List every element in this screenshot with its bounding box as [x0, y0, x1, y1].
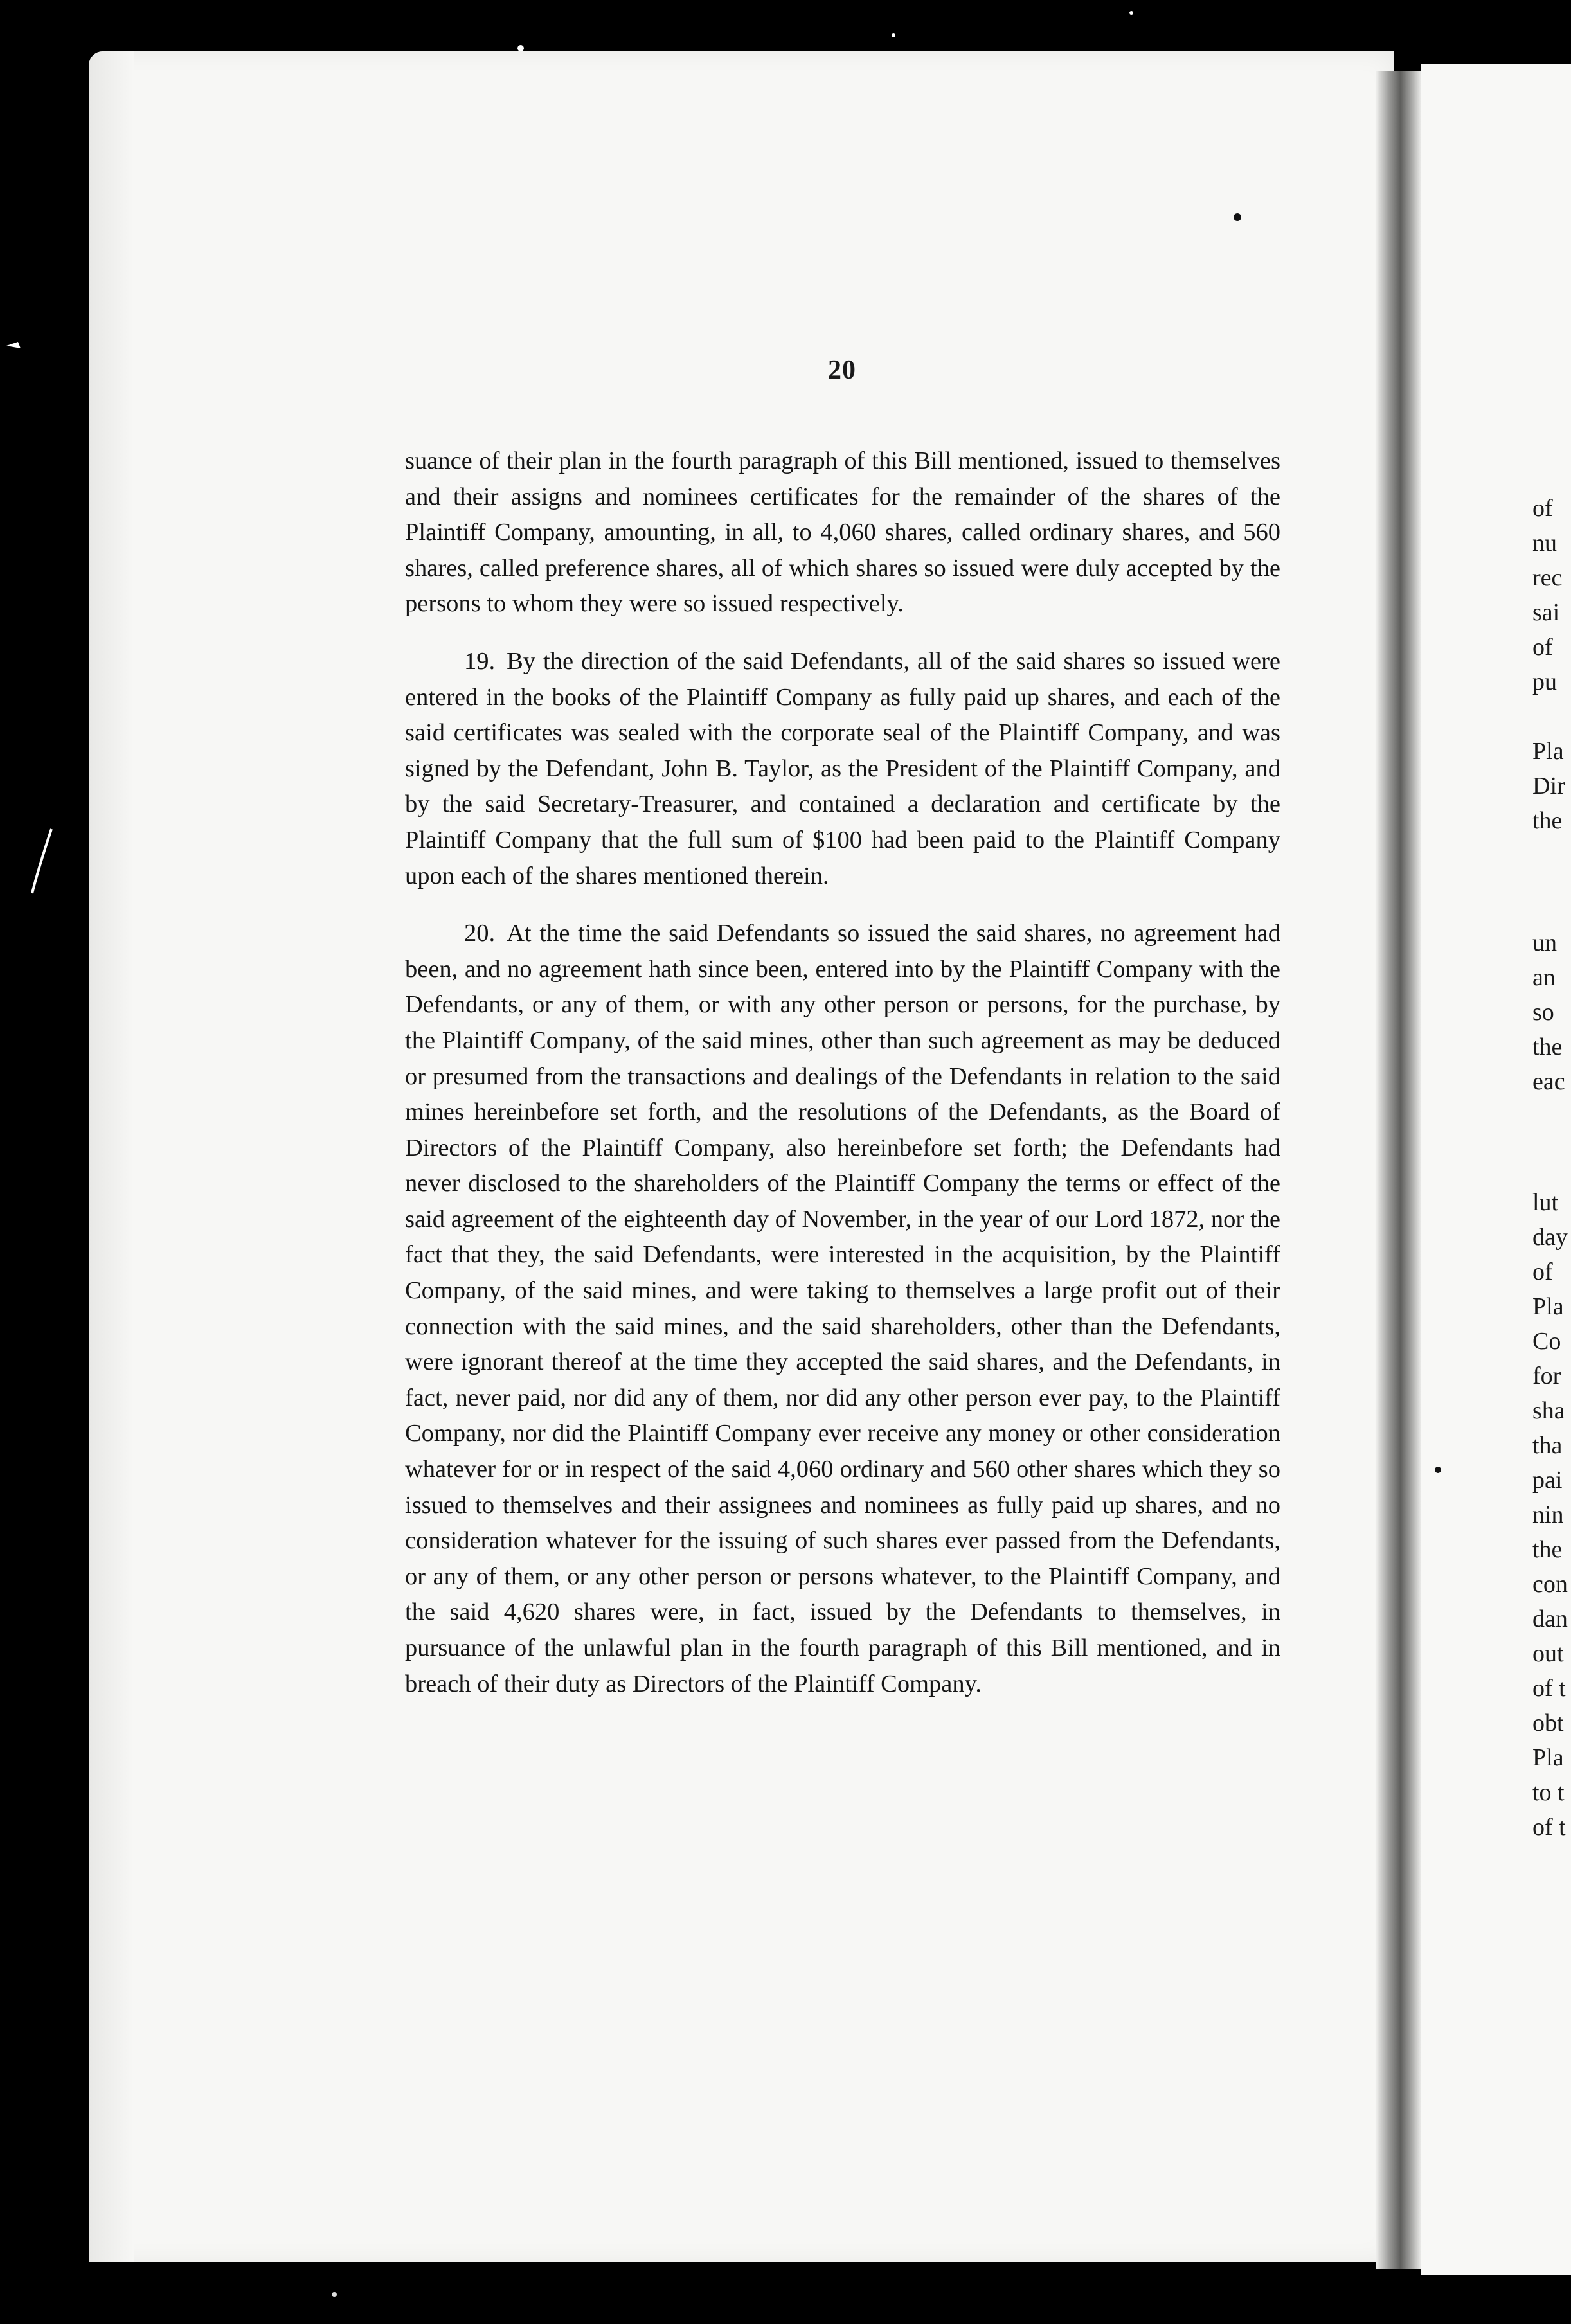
facing-page-fragment: of: [1532, 495, 1553, 522]
body-text: [405, 443, 1280, 1724]
facing-page-fragment: nu: [1532, 530, 1557, 557]
facing-page-fragment: pu: [1532, 668, 1557, 695]
speck: [892, 33, 895, 37]
facing-page-fragment: pai: [1532, 1467, 1563, 1494]
facing-page-fragment: so: [1532, 999, 1554, 1026]
facing-page-fragment: of: [1532, 634, 1553, 661]
facing-page-fragment: of: [1532, 1258, 1553, 1285]
paragraph-20: [405, 916, 1280, 1702]
facing-page-fragment: un: [1532, 929, 1557, 956]
facing-page-fragment: sai: [1532, 599, 1560, 626]
facing-page-fragment: nin: [1532, 1501, 1564, 1528]
paragraph-continued: [405, 443, 1280, 622]
paragraph-text: suance of their plan in the fourth paragraph of this Bill mentioned, issued to themselves and their assigns and nominees certificates for the remainder of the shares of the Plaintiff Company, amounting, in all, to 4,060 shares, called ordinary shares, and 560 shares, called preference shares, all of which shares so issued were duly accepted by the persons to whom they were so issued respectively.: [405, 447, 1280, 618]
paragraph-text: At the time the said Defendants so issued the said shares, no agreement had been, and no agreement hath since been, entered into by the Plaintiff Company with the Defendants, or any of them, or with any other person or persons, for the purchase, by the Plaintiff Company, of the said mines, other than such agreement as may be deduced or presumed from the transactions and dealings of the Defendants in relation to the said mines hereinbefore set forth, and the resolutions of the Defendants, as the Board of Directors of the Plaintiff Company, also hereinbefore set forth; the Defendants had never disclosed to the shareholders of the Plaintiff Company the terms or effect of the said agreement of the eighteenth day of November, in the year of our Lord 1872, nor the fact that they, the said Defendants, were interested in the acquisition, by the Plaintiff Company, of the said mines, and were taking to themselves a large profit out of their connection with the said mines, and the said shareholders, other than the Defendants, were ignorant thereof at the time they accepted the said shares, and the Defendants, in fact, never paid, nor did any of them, nor did any other person ever pay, to the Plaintiff Company, nor did the Plaintiff Company ever receive any money or other consideration whatever for or in respect of the said 4,060 ordinary and 560 other shares which they so issued to themselves and their assignees and nominees as fully paid up shares, and no consideration whatever for the issuing of such shares ever passed from the Defendants, or any of them, or any other person or persons whatever, to the Plaintiff Company, and the said 4,620 shares were, in fact, issued by the Defendants to themselves, in pursuance of the unlawful plan in the fourth paragraph of this Bill mentioned, and in breach of their duty as Directors of the Plaintiff Company.: [405, 920, 1280, 1697]
speck: [32, 829, 51, 893]
facing-page-fragment: dan: [1532, 1605, 1568, 1632]
speck: [1129, 11, 1133, 15]
facing-page-fragment: rec: [1532, 564, 1563, 591]
facing-page-fragment: Pla: [1532, 738, 1564, 765]
page-gutter: [1376, 71, 1421, 2269]
facing-page-fragment: Pla: [1532, 1744, 1564, 1771]
paragraph-19: [405, 644, 1280, 894]
speck: [6, 342, 21, 348]
facing-page-fragment: obt: [1532, 1710, 1564, 1737]
facing-page-fragment: Dir: [1532, 773, 1565, 800]
facing-page-fragment: of t: [1532, 1814, 1566, 1841]
facing-page-fragment: for: [1532, 1363, 1561, 1390]
facing-page-fragment: day: [1532, 1224, 1568, 1251]
paragraph-number: 20.: [464, 920, 496, 947]
right-page: [1421, 64, 1571, 2275]
facing-page-fragment: of t: [1532, 1675, 1566, 1702]
facing-page-fragment: out: [1532, 1640, 1564, 1667]
facing-page-fragment: the: [1532, 1033, 1563, 1060]
paragraph-number: 19.: [464, 647, 496, 675]
facing-page-fragment: lut: [1532, 1189, 1559, 1216]
page-number: 20: [828, 355, 856, 385]
facing-page-fragment: con: [1532, 1571, 1568, 1598]
facing-page-fragment: tha: [1532, 1432, 1563, 1459]
facing-page-fragment: the: [1532, 807, 1563, 834]
facing-page-fragment: to t: [1532, 1779, 1565, 1806]
facing-page-fragment: Pla: [1532, 1293, 1564, 1320]
speck: [332, 2292, 337, 2297]
facing-page-fragment: Co: [1532, 1328, 1561, 1355]
facing-page-fragment: eac: [1532, 1068, 1565, 1095]
facing-page-fragment: the: [1532, 1536, 1563, 1563]
paragraph-text: By the direction of the said Defendants, all of the said shares so issued were entered in the books of the Plaintiff Company as fully paid up shares, and each of the said certificates was sealed with the corporate seal of the Plaintiff Company, and was signed by the Defendant, John B. Taylor, as the President of the Plaintiff Company, and by the said Secretary-Treasurer, and contained a declaration and certificate by the Plaintiff Company that the full sum of $100 had been paid to the Plaintiff Company upon each of the shares mentioned therein.: [405, 647, 1280, 889]
facing-page-fragment: an: [1532, 964, 1556, 991]
facing-page-fragment: sha: [1532, 1397, 1565, 1424]
speck: [517, 45, 524, 51]
